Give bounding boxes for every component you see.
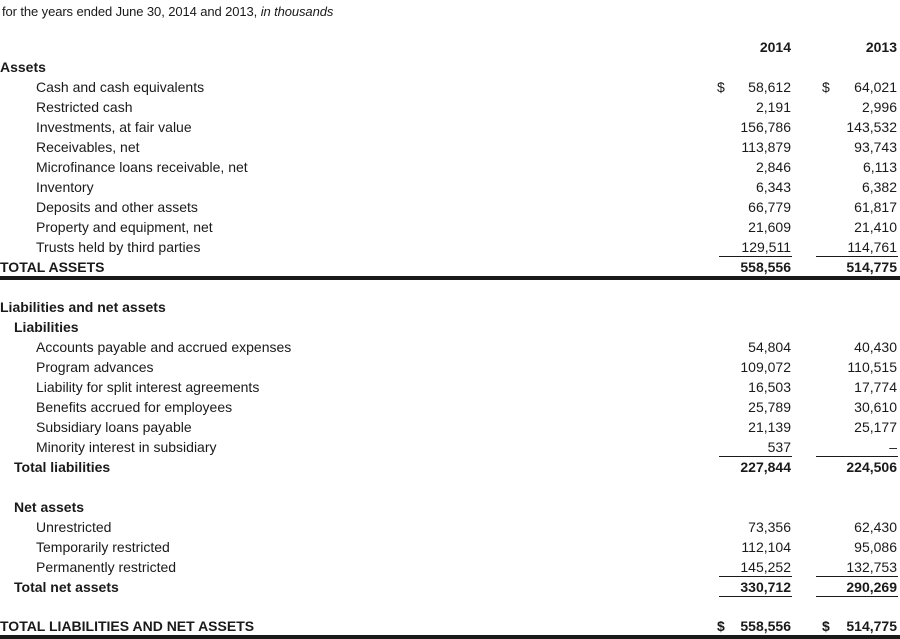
- line-item-value-2013: 61,817: [854, 199, 897, 215]
- line-item-value-2014: 6,343: [755, 179, 791, 195]
- grand-total-2013: 514,775: [846, 618, 897, 634]
- total-net-assets-rule-2013: [816, 596, 898, 597]
- total-net-assets-row: [0, 577, 900, 597]
- line-item-label: Permanently restricted: [36, 559, 177, 575]
- line-item-label: Cash and cash equivalents: [36, 79, 205, 95]
- column-header-2014: 2014: [759, 39, 791, 55]
- liab-net-assets-heading-row: [0, 297, 900, 317]
- total-liabilities-row: [0, 457, 900, 477]
- line-item-value-2014: 73,356: [748, 519, 791, 535]
- net-assets-heading: Net assets: [14, 499, 85, 515]
- line-item-value-2013: 143,532: [846, 119, 897, 135]
- grand-total-2014: 558,556: [740, 618, 791, 634]
- line-item-value-2014: 21,139: [748, 419, 791, 435]
- line-item-value-2014: 145,252: [740, 559, 791, 575]
- total-assets-2013: 514,775: [846, 259, 897, 275]
- line-item-row: [0, 557, 900, 577]
- liabilities-heading: Liabilities: [14, 319, 79, 335]
- line-item-row: [0, 397, 900, 417]
- total-assets-2014: 558,556: [740, 259, 791, 275]
- assets-heading: Assets: [0, 59, 46, 75]
- line-item-value-2013: 6,113: [863, 159, 897, 175]
- line-item-value-2014: 113,879: [741, 139, 791, 155]
- line-item-label: Liability for split interest agreements: [36, 379, 260, 395]
- line-item-value-2014: 156,786: [740, 119, 791, 135]
- total-net-assets-2013: 290,269: [846, 579, 897, 595]
- line-item-row: [0, 217, 900, 237]
- line-item-row: [0, 517, 900, 537]
- line-item-label: Property and equipment, net: [36, 219, 213, 235]
- line-item-value-2013: 21,410: [854, 219, 897, 235]
- line-item-row: [0, 417, 900, 437]
- line-item-row: [0, 97, 900, 117]
- assets-heading-row: [0, 57, 900, 77]
- line-item-row: [0, 137, 900, 157]
- line-item-label: Receivables, net: [36, 139, 140, 155]
- line-item-row: [0, 357, 900, 377]
- liabilities-heading-row: [0, 317, 900, 337]
- line-item-value-2013: 114,761: [847, 239, 897, 255]
- line-item-value-2014: 54,804: [748, 339, 791, 355]
- column-header-2013: 2013: [865, 39, 897, 55]
- line-item-row: [0, 437, 900, 457]
- line-item-row: [0, 177, 900, 197]
- line-item-row: [0, 377, 900, 397]
- liab-net-assets-heading: Liabilities and net assets: [0, 299, 166, 315]
- line-item-row: [0, 337, 900, 357]
- line-item-value-2013: 110,515: [847, 359, 897, 375]
- grand-total-rule: [0, 635, 900, 639]
- line-item-value-2014: 537: [767, 439, 791, 455]
- line-item-value-2013: 6,382: [861, 179, 897, 195]
- line-item-value-2013: 40,430: [854, 339, 897, 355]
- dollar-sign-2013: $: [822, 79, 830, 95]
- statement-subtitle: [2, 4, 333, 19]
- total-net-assets-rule-2014: [719, 596, 792, 597]
- cash-dollar-signs: [0, 77, 900, 97]
- subtitle-units: in thousands: [260, 4, 334, 19]
- total-assets-label: TOTAL ASSETS: [0, 259, 105, 275]
- grand-total-label: TOTAL LIABILITIES AND NET ASSETS: [0, 618, 255, 634]
- line-item-label: Microfinance loans receivable, net: [36, 159, 248, 175]
- line-item-value-2014: 25,789: [748, 399, 791, 415]
- total-assets-row: [0, 257, 900, 277]
- line-item-value-2014: 66,779: [748, 199, 791, 215]
- line-item-label: Benefits accrued for employees: [36, 399, 233, 415]
- line-item-value-2013: 62,430: [854, 519, 897, 535]
- line-item-value-2013: 64,021: [854, 79, 897, 95]
- line-item-row: [0, 117, 900, 137]
- grand-total-row: [0, 616, 900, 636]
- total-net-assets-label: Total net assets: [14, 579, 119, 595]
- line-item-value-2013: 95,086: [854, 539, 897, 555]
- line-item-value-2013: 132,753: [846, 559, 897, 575]
- total-net-assets-2014: 330,712: [740, 579, 791, 595]
- dollar-sign-2014: $: [717, 79, 725, 95]
- line-item-row: [0, 537, 900, 557]
- total-liabilities-2014: 227,844: [740, 459, 791, 475]
- line-item-value-2013: 2,996: [861, 99, 897, 115]
- line-item-label: Subsidiary loans payable: [36, 419, 192, 435]
- line-item-label: Minority interest in subsidiary: [36, 439, 217, 455]
- line-item-value-2013: –: [889, 439, 897, 455]
- line-item-value-2014: 109,072: [740, 359, 791, 375]
- line-item-row: [0, 237, 900, 257]
- grand-total-dollar-2013: $: [822, 618, 830, 634]
- line-item-label: Temporarily restricted: [36, 539, 170, 555]
- line-item-value-2014: 112,104: [741, 539, 791, 555]
- total-liabilities-2013: 224,506: [846, 459, 897, 475]
- line-item-value-2013: 25,177: [854, 419, 897, 435]
- line-item-label: Unrestricted: [36, 519, 112, 535]
- line-item-value-2014: 21,609: [748, 219, 791, 235]
- net-assets-heading-row: [0, 497, 900, 517]
- line-item-value-2013: 17,774: [854, 379, 897, 395]
- line-item-row: [0, 197, 900, 217]
- line-item-value-2014: 58,612: [748, 79, 791, 95]
- line-item-label: Accounts payable and accrued expenses: [36, 339, 292, 355]
- line-item-value-2014: 2,846: [755, 159, 791, 175]
- line-item-label: Investments, at fair value: [36, 119, 192, 135]
- line-item-value-2013: 93,743: [854, 139, 897, 155]
- grand-total-dollar-2014: $: [717, 618, 725, 634]
- line-item-value-2013: 30,610: [854, 399, 897, 415]
- line-item-label: Trusts held by third parties: [36, 239, 201, 255]
- subtitle-text: for the years ended June 30, 2014 and 2013,: [2, 4, 258, 19]
- line-item-value-2014: 2,191: [755, 99, 791, 115]
- line-item-row: [0, 157, 900, 177]
- line-item-label: Program advances: [36, 359, 154, 375]
- total-liabilities-label: Total liabilities: [14, 459, 111, 475]
- line-item-label: Inventory: [36, 179, 94, 195]
- line-item-label: Restricted cash: [36, 99, 133, 115]
- line-item-label: Deposits and other assets: [36, 199, 198, 215]
- line-item-value-2014: 129,511: [741, 239, 791, 255]
- line-item-value-2014: 16,503: [748, 379, 791, 395]
- total-assets-rule: [0, 276, 900, 280]
